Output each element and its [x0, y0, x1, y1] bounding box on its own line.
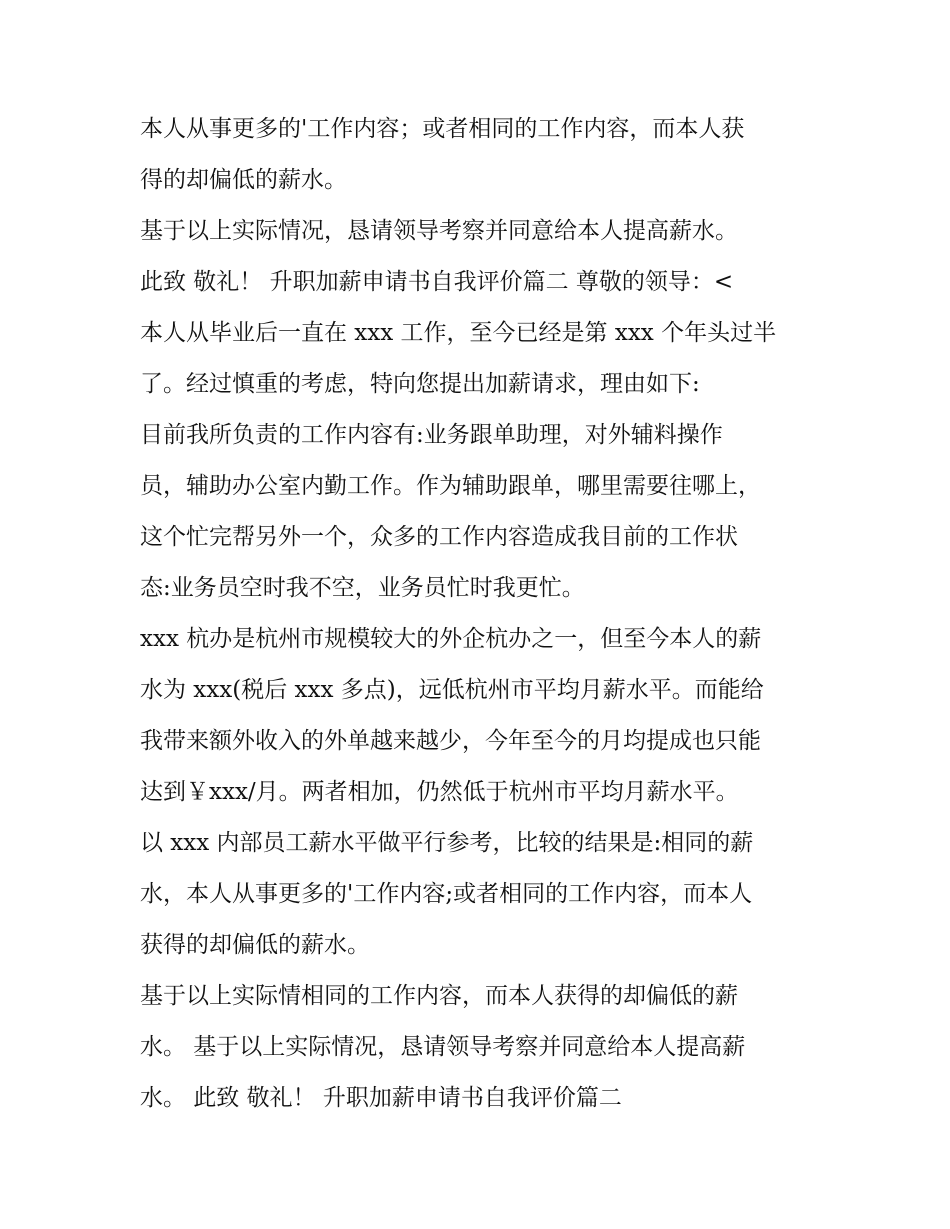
text-line: 以 xxx 内部员工薪水平做平行参考，比较的结果是:相同的薪 — [140, 830, 754, 856]
text-line: 我带来额外收入的外单越来越少，今年至今的月均提成也只能 — [140, 728, 761, 754]
document-body — [140, 104, 820, 1124]
text-line: 水为 xxx(税后 xxx 多点)，远低杭州市平均月薪水平。而能给 — [140, 677, 764, 703]
text-line: 基于以上实际情况，恳请领导考察并同意给本人提高薪水。 — [140, 218, 738, 244]
text-line: 水，本人从事更多的'工作内容;或者相同的工作内容，而本人 — [140, 881, 753, 907]
text-line: 此致 敬礼！ 升职加薪申请书自我评价篇二 尊敬的领导：< — [140, 269, 734, 295]
text-line: 得的却偏低的薪水。 — [140, 167, 347, 193]
text-line: 员，辅助办公室内勤工作。作为辅助跟单，哪里需要往哪上， — [140, 473, 761, 499]
text-line: 水。 此致 敬礼！ 升职加薪申请书自我评价篇二 — [140, 1085, 622, 1111]
text-line: 了。经过慎重的考虑，特向您提出加薪请求，理由如下: — [140, 371, 700, 397]
text-line: 水。 基于以上实际情况，恳请领导考察并同意给本人提高薪 — [140, 1034, 746, 1060]
text-line: 获得的却偏低的薪水。 — [140, 932, 370, 958]
text-line: 本人从毕业后一直在 xxx 工作，至今已经是第 xxx 个年头过半 — [140, 320, 777, 346]
text-line: xxx 杭办是杭州市规模较大的外企杭办之一，但至今本人的薪 — [140, 626, 762, 652]
text-line: 目前我所负责的工作内容有:业务跟单助理，对外辅料操作 — [140, 422, 723, 448]
text-line: 这个忙完帮另外一个，众多的工作内容造成我目前的工作状 — [140, 524, 738, 550]
text-line: 本人从事更多的'工作内容；或者相同的工作内容，而本人获 — [140, 116, 745, 142]
text-line: 达到￥xxx/月。两者相加，仍然低于杭州市平均月薪水平。 — [140, 779, 739, 805]
text-line: 态:业务员空时我不空，业务员忙时我更忙。 — [140, 575, 585, 601]
text-line: 基于以上实际情相同的工作内容，而本人获得的却偏低的薪 — [140, 983, 738, 1009]
